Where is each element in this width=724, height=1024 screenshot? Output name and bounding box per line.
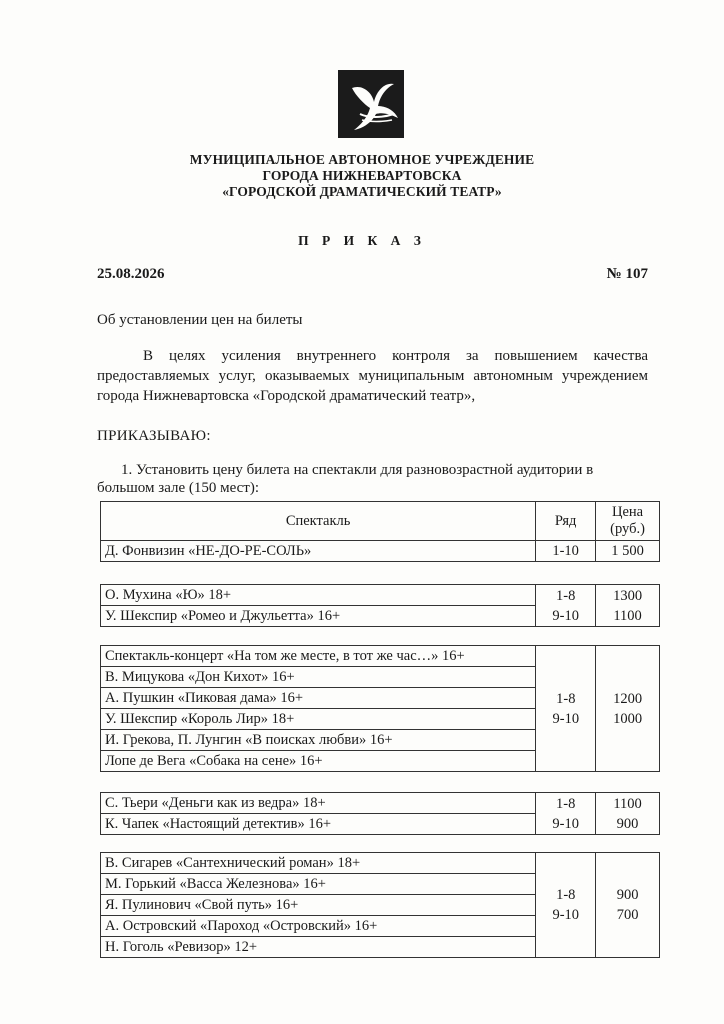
play-name: Я. Пулинович «Свой путь» 16+	[101, 895, 536, 916]
play-name: А. Пушкин «Пиковая дама» 16+	[101, 688, 536, 709]
play-name: Д. Фонвизин «НЕ-ДО-РЕ-СОЛЬ»	[101, 541, 536, 562]
price: 1100 900	[596, 793, 660, 835]
row-range: 1-10	[536, 541, 596, 562]
org-line-3: «ГОРОДСКОЙ ДРАМАТИЧЕСКИЙ ТЕАТР»	[222, 184, 502, 199]
price: 900 700	[596, 853, 660, 958]
org-line-2: ГОРОДА НИЖНЕВАРТОВСКА	[262, 168, 462, 183]
table-row	[101, 646, 660, 667]
price-table-1	[100, 501, 660, 562]
row-range: 1-8 9-10	[536, 853, 596, 958]
theatre-logo	[338, 70, 404, 138]
play-name: В. Сигарев «Сантехнический роман» 18+	[101, 853, 536, 874]
play-name: А. Островский «Пароход «Островский» 16+	[101, 916, 536, 937]
row-range: 1-8 9-10	[536, 793, 596, 835]
preamble	[97, 346, 648, 406]
play-name: О. Мухина «Ю» 18+	[101, 585, 536, 606]
table-row	[101, 793, 660, 814]
organization-header	[0, 152, 724, 200]
price: 1200 1000	[596, 646, 660, 772]
header-row: Ряд	[536, 502, 596, 541]
price: 1300 1100	[596, 585, 660, 627]
price: 1 500	[596, 541, 660, 562]
table-row	[101, 541, 660, 562]
document-number: № 107	[606, 266, 648, 282]
play-name: В. Мицукова «Дон Кихот» 16+	[101, 667, 536, 688]
table-row	[101, 853, 660, 874]
play-name: К. Чапек «Настоящий детектив» 16+	[101, 814, 536, 835]
point-1-text: 1. Установить цену билета на спектакли для разновозрастной аудитории в большом зале (150 мест):	[97, 462, 594, 496]
price-table-5	[100, 852, 660, 958]
play-name: Спектакль-концерт «На том же месте, в тот же час…» 16+	[101, 646, 536, 667]
price-table-4	[100, 792, 660, 835]
document-subject: Об установлении цен на билеты	[97, 312, 303, 328]
document-date: 25.08.2026	[97, 266, 165, 282]
table-header-row	[101, 502, 660, 541]
play-name: У. Шекспир «Ромео и Джульетта» 16+	[101, 606, 536, 627]
org-line-1: МУНИЦИПАЛЬНОЕ АВТОНОМНОЕ УЧРЕЖДЕНИЕ	[189, 152, 535, 167]
row-range: 1-8 9-10	[536, 585, 596, 627]
play-name: У. Шекспир «Король Лир» 18+	[101, 709, 536, 730]
header-play: Спектакль	[101, 502, 536, 541]
preamble-text: В целях усиления внутреннего контроля за повышением качества предоставляемых услуг, оказываемых муниципальным автономным учреждением города Нижневартовска «Городской драматический театр»,	[97, 348, 648, 404]
price-table-2	[100, 584, 660, 627]
point-1	[97, 461, 652, 497]
play-name: Лопе де Вега «Собака на сене» 16+	[101, 751, 536, 772]
table-row	[101, 585, 660, 606]
header-price: Цена (руб.)	[596, 502, 660, 541]
order-word: ПРИКАЗЫВАЮ:	[97, 428, 211, 444]
play-name: И. Грекова, П. Лунгин «В поисках любви» 16+	[101, 730, 536, 751]
play-name: Н. Гоголь «Ревизор» 12+	[101, 937, 536, 958]
price-table-3	[100, 645, 660, 772]
row-range: 1-8 9-10	[536, 646, 596, 772]
play-name: М. Горький «Васса Железнова» 16+	[101, 874, 536, 895]
play-name: С. Тьери «Деньги как из ведра» 18+	[101, 793, 536, 814]
document-type: П Р И К А З	[298, 233, 426, 248]
